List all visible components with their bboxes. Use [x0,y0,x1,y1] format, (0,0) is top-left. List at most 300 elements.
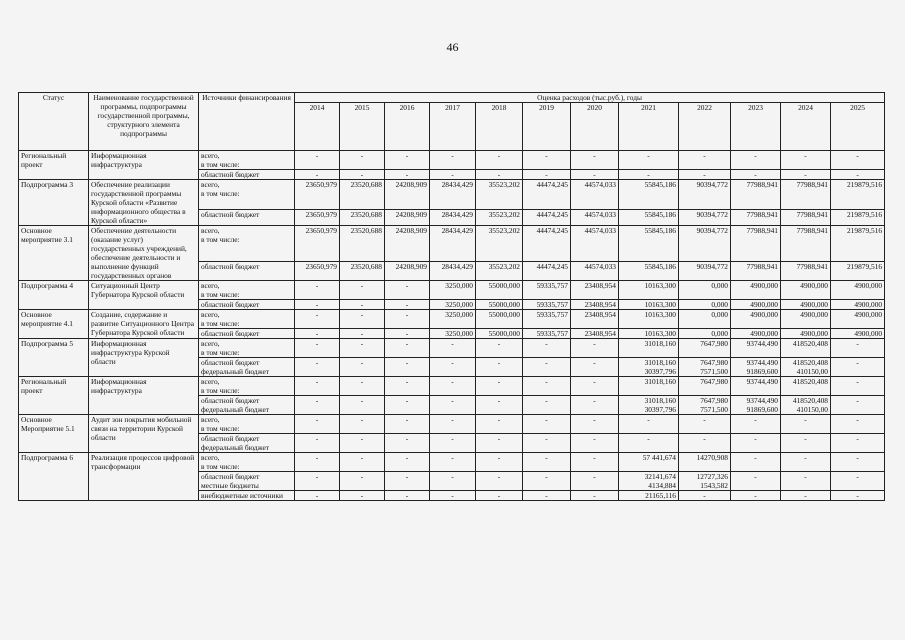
value-cell-2021 [619,310,679,329]
value: 23650,979 [305,262,337,272]
value-cell-2016 [385,226,430,262]
value-cell-2024 [781,262,831,281]
value: 35523,202 [488,180,520,189]
value-cell-2014 [295,329,340,339]
value: - [360,472,364,481]
value-cell-2016 [385,262,430,281]
value: 44574,033 [584,210,616,220]
value: - [405,396,409,405]
value-cell-2016 [385,310,430,329]
value-cell-2015 [340,491,385,501]
value-cell-2014 [295,396,340,415]
value: 77988,941 [796,262,828,272]
value: 14270,908 [696,453,728,462]
value: - [856,377,859,386]
value: 59335,757 [536,281,568,290]
status-cell: Основное мероприятие 3.1 [19,226,89,281]
value: - [360,151,364,160]
table-row [19,180,885,210]
value-cell-2018 [476,210,523,226]
value-cell-2024 [781,210,831,226]
value-cell-2017 [430,396,476,415]
value: - [451,434,454,443]
value-cell-2014 [295,453,340,472]
value: 93744,490 [746,339,778,348]
value: - [405,151,409,160]
year-header-2025: 2025 [831,103,885,151]
value: - [405,300,409,309]
status-cell: Региональный проект [19,151,89,180]
value-cell-2018 [476,339,523,358]
value-cell-2014 [295,472,340,491]
value-cell-2018 [476,281,523,300]
value: - [754,434,757,443]
value: 1543,582 [700,481,728,490]
value-cell-2015 [340,377,385,396]
value-cell-2021 [619,210,679,226]
value: 59335,757 [536,300,568,309]
value-cell-2018 [476,491,523,501]
value: - [315,281,319,290]
value: - [315,396,319,405]
value-cell-2018 [476,329,523,339]
funding-source-label: всего, [201,339,220,348]
value: - [497,170,501,179]
funding-source-label: всего, [201,453,220,462]
value-cell-2019 [523,377,571,396]
value-cell-2019 [523,434,571,453]
value: - [497,377,501,386]
value: - [315,151,319,160]
value-cell-2024 [781,170,831,180]
value-cell-2019 [523,358,571,377]
value-cell-2014 [295,434,340,453]
budget-table [18,92,885,501]
value: - [593,434,596,443]
value-cell-2019 [523,170,571,180]
value: 4900,000 [750,310,778,319]
value-cell-2024 [781,339,831,358]
value: - [856,358,859,367]
value-cell-2023 [731,281,781,300]
value: 3250,000 [445,300,473,309]
value-cell-2020 [571,434,619,453]
value: 23650,979 [305,180,337,189]
value-cell-2019 [523,310,571,329]
value: - [593,151,596,160]
value: 7647,980 [700,339,728,348]
value-cell-2024 [781,472,831,491]
value: - [856,453,859,462]
value-cell-2022 [679,281,731,300]
value-cell-2023 [731,329,781,339]
value-cell-2022 [679,170,731,180]
value-cell-2018 [476,377,523,396]
value: - [754,453,757,462]
value-cell-2017 [430,180,476,210]
element-name-cell: Реализация процессов цифровой трансформации [89,453,199,501]
value: 10163,300 [644,281,676,290]
status-cell: Подпрограмма 4 [19,281,89,310]
value-cell-2024 [781,151,831,170]
value: - [754,415,757,424]
value: - [703,170,706,179]
value-cell-2022 [679,226,731,262]
status-cell: Подпрограмма 5 [19,339,89,377]
value-cell-2017 [430,310,476,329]
value-cell-2015 [340,310,385,329]
value-cell-2021 [619,339,679,358]
value: - [360,300,364,309]
value: 55845,186 [644,180,676,189]
value: - [593,339,596,348]
value-cell-2019 [523,396,571,415]
value: 91869,600 [746,405,778,414]
value: 59335,757 [536,329,568,338]
value: 23520,688 [350,226,382,235]
value: - [405,339,409,348]
value-cell-2025 [831,396,885,415]
value-cell-2021 [619,358,679,377]
value-cell-2021 [619,226,679,262]
value: 3250,000 [445,329,473,338]
value-cell-2018 [476,300,523,310]
value: 59335,757 [536,310,568,319]
value-cell-2014 [295,377,340,396]
value-cell-2025 [831,358,885,377]
value: - [497,339,501,348]
value-cell-2015 [340,472,385,491]
value-cell-2022 [679,310,731,329]
value-cell-2016 [385,329,430,339]
value-cell-2017 [430,339,476,358]
value-cell-2016 [385,491,430,501]
value: 0,000 [711,310,728,319]
value-cell-2022 [679,151,731,170]
value-cell-2022 [679,377,731,396]
value: - [405,170,409,179]
value-cell-2021 [619,329,679,339]
value: 93744,490 [746,358,778,367]
value-cell-2019 [523,180,571,210]
funding-source-cell [199,453,295,472]
value: 0,000 [711,300,728,309]
value: - [593,396,596,405]
value: - [315,300,319,309]
value-cell-2023 [731,415,781,434]
value: - [360,377,364,386]
value: - [405,434,409,443]
value: 44474,245 [536,262,568,272]
value-cell-2014 [295,415,340,434]
funding-source-label: в том числе: [201,160,240,169]
table-row [19,226,885,262]
value-cell-2023 [731,472,781,491]
value-cell-2020 [571,491,619,501]
value: 77988,941 [746,262,778,272]
value: - [315,434,319,443]
value: 44474,245 [536,210,568,220]
value-cell-2022 [679,491,731,501]
value: 4900,000 [800,310,828,319]
value-cell-2015 [340,170,385,180]
funding-source-label: областной бюджет [201,210,260,220]
value: 418520,408 [792,339,828,348]
value: 219879,516 [846,180,883,189]
value-cell-2018 [476,434,523,453]
value: 28434,429 [441,180,473,189]
value: 31018,160 [644,377,676,386]
value: 4900,000 [854,300,883,309]
year-header-2023: 2023 [731,103,781,151]
value-cell-2020 [571,358,619,377]
value-cell-2015 [340,262,385,281]
table-row [19,415,885,434]
value: - [545,151,548,160]
value: - [360,329,364,338]
funding-source-label: в том числе: [201,319,240,328]
value: 31018,160 [644,396,676,405]
value: 4900,000 [750,300,778,309]
value-cell-2021 [619,170,679,180]
value: - [856,415,859,424]
value-cell-2020 [571,310,619,329]
value-cell-2018 [476,151,523,170]
value: - [856,472,859,481]
funding-source-cell [199,491,295,501]
value: - [451,377,454,386]
element-name-cell: Информационная инфраструктура Курской области [89,339,199,377]
value-cell-2024 [781,226,831,262]
value: 23408,954 [584,329,616,338]
value: 55845,186 [644,262,676,272]
value: 4900,000 [854,329,883,338]
value: 77988,941 [746,226,778,235]
value-cell-2025 [831,151,885,170]
value: 4900,000 [800,329,828,338]
value: 3250,000 [445,281,473,290]
value: - [315,491,319,500]
value-cell-2018 [476,472,523,491]
funding-source-label: всего, [201,310,220,319]
value: 23520,688 [350,262,382,272]
value: 32141,674 [644,472,676,481]
funding-source-cell [199,226,295,262]
value-cell-2024 [781,329,831,339]
value: 10163,300 [644,310,676,319]
value-cell-2016 [385,472,430,491]
value-cell-2023 [731,339,781,358]
value: - [647,151,650,160]
value: - [593,472,596,481]
value-cell-2020 [571,329,619,339]
value: 23650,979 [305,226,337,235]
funding-source-label: в том числе: [201,424,240,433]
funding-source-label: областной бюджет [201,358,260,367]
funding-source-cell [199,300,295,310]
value: 4900,000 [854,281,883,290]
value-cell-2022 [679,396,731,415]
value-cell-2021 [619,281,679,300]
value: - [804,170,807,179]
value-cell-2014 [295,226,340,262]
value-cell-2024 [781,300,831,310]
value-cell-2022 [679,180,731,210]
value-cell-2021 [619,262,679,281]
funding-source-label: федеральный бюджет [201,405,270,414]
value-cell-2014 [295,210,340,226]
funding-source-cell [199,180,295,210]
table-row [19,281,885,300]
value: - [703,434,706,443]
value: - [497,396,501,405]
value-cell-2020 [571,226,619,262]
value: 10163,300 [644,300,676,309]
value: - [360,358,364,367]
value: 55000,000 [488,281,520,290]
value-cell-2014 [295,300,340,310]
value: 410150,00 [796,367,828,376]
value: - [497,472,501,481]
value: 55000,000 [488,310,520,319]
value: - [593,377,596,386]
value-cell-2016 [385,453,430,472]
value: 35523,202 [488,226,520,235]
value-cell-2019 [523,210,571,226]
value-cell-2019 [523,226,571,262]
page-number: 46 [446,40,459,54]
funding-source-label: всего, [201,377,220,386]
value-cell-2022 [679,472,731,491]
value: 93744,490 [746,377,778,386]
value: - [856,339,859,348]
value-cell-2022 [679,210,731,226]
value-cell-2016 [385,151,430,170]
value-cell-2016 [385,339,430,358]
value: 4900,000 [750,281,778,290]
value: 3250,000 [445,310,473,319]
value: 4134,884 [648,481,676,490]
value-cell-2015 [340,300,385,310]
value: 77988,941 [746,210,778,220]
year-header-2024: 2024 [781,103,831,151]
value-cell-2022 [679,300,731,310]
value-cell-2016 [385,170,430,180]
value-cell-2024 [781,281,831,300]
value-cell-2020 [571,210,619,226]
value: 23408,954 [584,310,616,319]
value: 35523,202 [488,262,520,272]
funding-source-cell [199,329,295,339]
funding-source-label: в том числе: [201,348,240,357]
value: - [451,339,454,348]
funding-source-label: всего, [201,180,220,189]
value: 44474,245 [536,180,568,189]
value-cell-2015 [340,396,385,415]
value: - [754,151,757,160]
value: - [647,434,650,443]
funding-source-cell [199,415,295,434]
element-name-cell: Обеспечение реализации государственной программы Курской области «Развитие информационного общества в Курской области» [89,180,199,226]
value: 4900,000 [854,310,883,319]
value: - [593,491,596,500]
funding-source-label: в том числе: [201,386,240,395]
value: - [593,453,596,462]
value-cell-2021 [619,151,679,170]
value-cell-2020 [571,339,619,358]
value: - [360,339,364,348]
value-cell-2023 [731,310,781,329]
funding-source-label: областной бюджет [201,329,260,338]
value: 57 441,674 [642,453,676,462]
year-header-2017: 2017 [430,103,476,151]
value-cell-2016 [385,415,430,434]
funding-source-label: в том числе: [201,462,240,471]
funding-source-label: всего, [201,151,220,160]
value-cell-2025 [831,300,885,310]
value-cell-2016 [385,180,430,210]
value: - [405,415,409,424]
element-name-cell: Аудит зон покрытия мобильной связи на территории Курской области [89,415,199,453]
value: - [545,377,548,386]
status-cell: Основное мероприятие 4.1 [19,310,89,339]
value-cell-2015 [340,434,385,453]
value: - [804,151,807,160]
value-cell-2020 [571,262,619,281]
value: - [804,415,807,424]
value-cell-2022 [679,262,731,281]
value: 77988,941 [796,180,828,189]
estimate-header: Оценка расходов (тыс.руб.), годы [295,93,885,103]
value-cell-2014 [295,170,340,180]
value-cell-2017 [430,358,476,377]
value: - [856,170,859,179]
element-name-cell: Информационная инфраструктура [89,377,199,415]
value: - [315,472,319,481]
value: 12727,326 [696,472,728,481]
funding-source-label: в том числе: [201,235,240,244]
value-cell-2019 [523,339,571,358]
value-cell-2020 [571,472,619,491]
funding-source-label: местные бюджеты [201,481,259,490]
value: 0,000 [711,329,728,338]
funding-source-cell [199,377,295,396]
value-cell-2016 [385,377,430,396]
value: - [451,358,454,367]
value-cell-2019 [523,281,571,300]
table-row [19,339,885,358]
value-cell-2019 [523,491,571,501]
value: 90394,772 [696,210,728,220]
value-cell-2025 [831,329,885,339]
value: - [360,453,364,462]
table-row [19,151,885,170]
value: - [451,396,454,405]
value-cell-2025 [831,210,885,226]
value-cell-2024 [781,415,831,434]
value: - [856,434,859,443]
table-row [19,453,885,472]
value-cell-2019 [523,329,571,339]
element-name-cell: Создание, содержание и развитие Ситуационного Центра Губернатора Курской области [89,310,199,339]
value: 23408,954 [584,300,616,309]
value: 91869,600 [746,367,778,376]
value: - [451,491,454,500]
value: - [593,415,596,424]
funding-source-cell [199,310,295,329]
value: - [451,472,454,481]
value: 410150,00 [796,405,828,414]
